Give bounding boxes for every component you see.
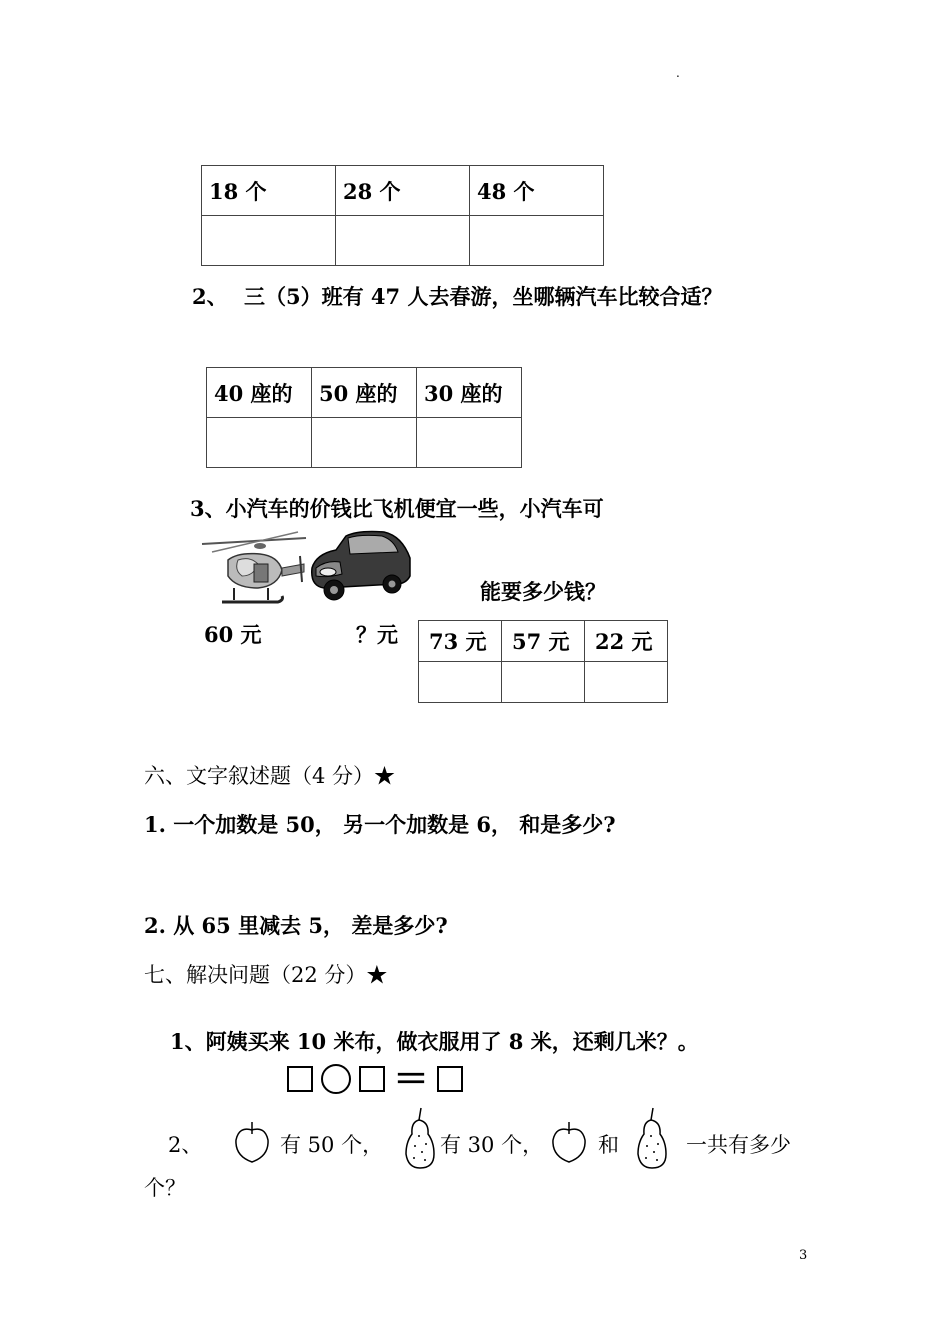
table3-answer-cell-2[interactable]: [502, 662, 585, 703]
section-6-question-1: 1. 一个加数是 50， 另一个加数是 6， 和是多少?: [144, 812, 616, 837]
section-7-question-2-part-1: 有 50 个，: [280, 1133, 384, 1157]
table1-answer-cell-1[interactable]: [202, 216, 336, 266]
table2-header-2: 50 座的: [312, 368, 417, 418]
table2-header-1: 40 座的: [207, 368, 312, 418]
section-6-title: 六、文字叙述题（4 分）★: [144, 764, 396, 788]
table1-header-2: 28 个: [336, 166, 470, 216]
table1-header-1: 18 个: [202, 166, 336, 216]
table1-header-3: 48 个: [470, 166, 604, 216]
page-number: 3: [799, 1248, 808, 1263]
car-illustration: [306, 528, 414, 606]
section-7-question-2-part-3: 和: [598, 1133, 619, 1157]
section-7-title: 七、解决问题（22 分）★: [144, 963, 388, 987]
pear-icon: [634, 1106, 670, 1172]
table2-header-3: 30 座的: [417, 368, 522, 418]
section-7-question-1: 1、阿姨买来 10 米布，做衣服用了 8 米，还剩几米？。: [170, 1029, 699, 1054]
question-3-text-continued: 能要多少钱？: [480, 579, 606, 604]
table1-answer-cell-3[interactable]: [470, 216, 604, 266]
table2-answer-cell-3[interactable]: [417, 418, 522, 468]
table2-answer-cell-2[interactable]: [312, 418, 417, 468]
apple-icon: [233, 1118, 271, 1166]
section-7-question-2-line-2: 个？: [144, 1176, 186, 1200]
blank-box-2[interactable]: [359, 1066, 385, 1092]
operator-circle[interactable]: [321, 1064, 351, 1094]
apple-icon: [550, 1118, 588, 1166]
table3-header-3: 22 元: [585, 621, 668, 662]
equation-blanks: [287, 1058, 463, 1100]
blank-box-1[interactable]: [287, 1066, 313, 1092]
car-price: ？元: [356, 622, 398, 647]
question-3-text: 3、小汽车的价钱比飞机便宜一些，小汽车可: [190, 496, 604, 521]
equals-sign: ＝: [393, 1058, 430, 1100]
helicopter-price: 60 元: [204, 622, 262, 647]
helicopter-illustration: [198, 530, 310, 610]
pear-icon: [402, 1106, 438, 1172]
question-2-text: 三（5）班有 47 人去春游，坐哪辆汽车比较合适？: [244, 284, 723, 309]
table3-answer-cell-3[interactable]: [585, 662, 668, 703]
table3-header-1: 73 元: [419, 621, 502, 662]
table1-answer-cell-2[interactable]: [336, 216, 470, 266]
answer-table-3: [418, 620, 668, 703]
table2-answer-cell-1[interactable]: [207, 418, 312, 468]
section-7-question-2-part-2: 有 30 个，: [440, 1133, 544, 1157]
table3-answer-cell-1[interactable]: [419, 662, 502, 703]
result-box[interactable]: [437, 1066, 463, 1092]
header-dot: .: [676, 66, 680, 80]
section-7-question-2-number: 2、: [168, 1133, 203, 1157]
answer-table-2: [206, 367, 522, 468]
answer-table-1: [201, 165, 604, 266]
section-7-question-2-part-4: 一共有多少: [686, 1133, 791, 1157]
question-2-number: 2、: [192, 284, 228, 309]
table3-header-2: 57 元: [502, 621, 585, 662]
section-6-question-2: 2. 从 65 里减去 5， 差是多少?: [144, 913, 448, 938]
